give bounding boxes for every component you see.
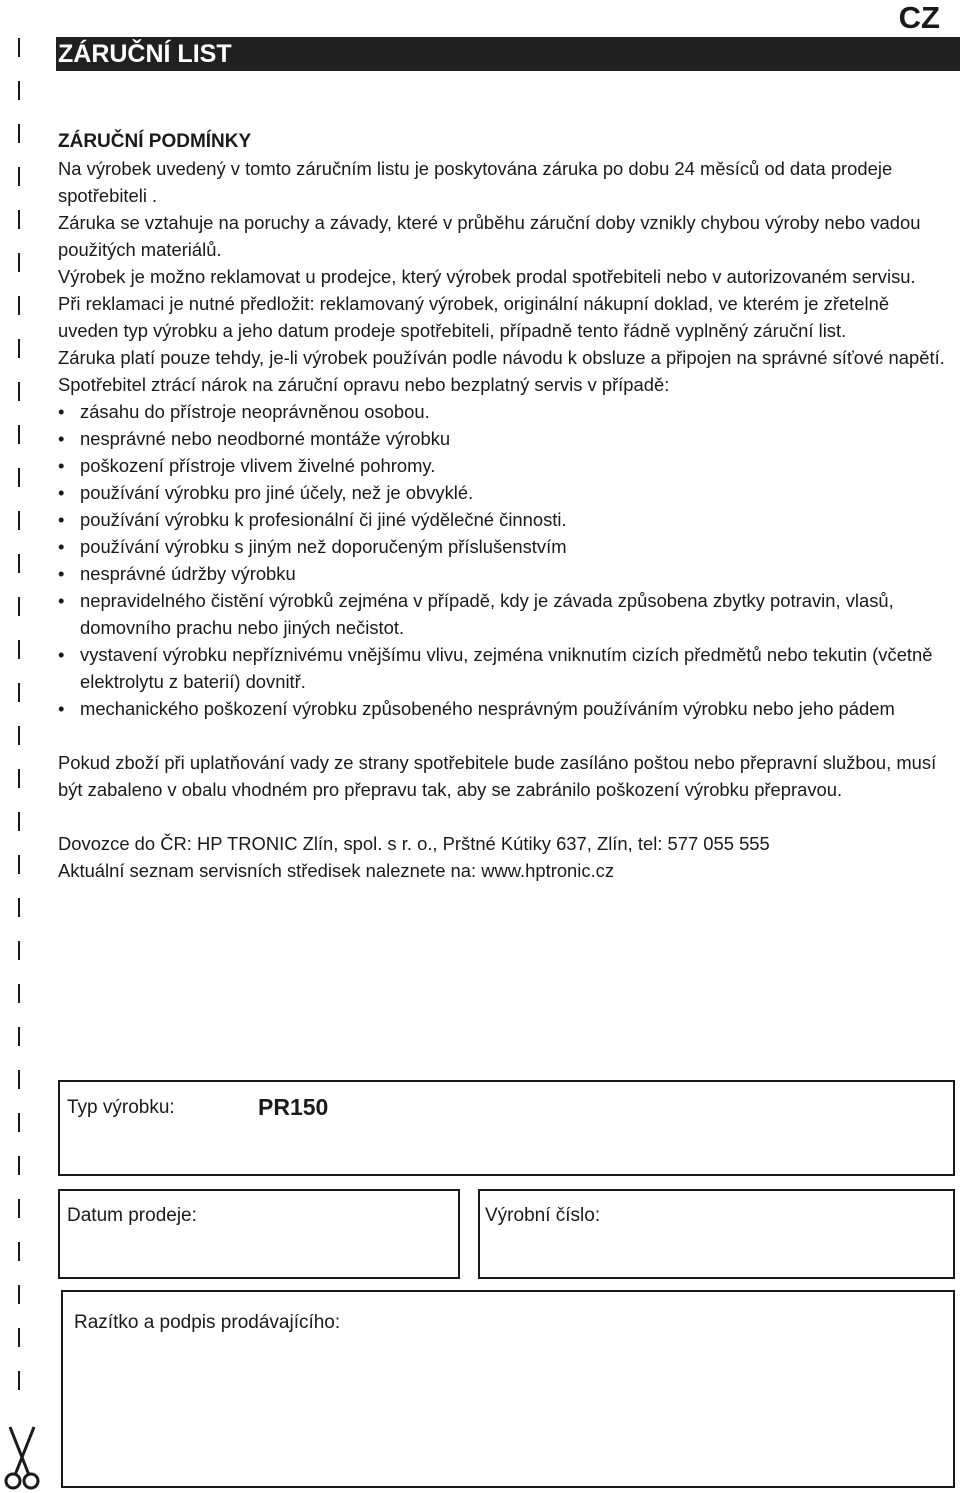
cut-line-dash	[18, 1027, 20, 1046]
stamp-signature-label: Razítko a podpis prodávajícího:	[74, 1312, 341, 1333]
cut-line-dash	[18, 984, 20, 1003]
product-type-label: Typ výrobku:	[67, 1097, 175, 1118]
cut-line-dash	[18, 855, 20, 874]
cut-line-dash	[18, 597, 20, 616]
shipping-note: Pokud zboží při uplatňování vady ze strany spotřebitele bude zasíláno poštou nebo přepravní službou, musí být zabaleno v obalu vhodném pro přepravu tak, aby se zabránilo poškození výrobku přepravou.	[58, 752, 937, 800]
condition-paragraph: Při reklamaci je nutné předložit: reklamovaný výrobek, originální nákupní doklad, ve kterém je zřetelně uveden typ výrobku a jeho datum prodeje spotřebiteli, případně tento řádně vyplněný záruční list.	[58, 293, 890, 341]
exclusion-list	[58, 398, 954, 722]
list-item: • používání výrobku pro jiné účely, než je obvyklé.	[58, 479, 954, 506]
condition-paragraph: Spotřebitel ztrácí nárok na záruční opravu nebo bezplatný servis v případě:	[58, 374, 670, 395]
page-title: ZÁRUČNÍ LIST	[58, 40, 232, 68]
list-item: • používání výrobku k profesionální či jiné výdělečné činnosti.	[58, 506, 954, 533]
list-item: • vystavení výrobku nepříznivému vnějšímu vlivu, zejména vniknutím cizích předmětů nebo tekutin (včetně elektrolytu z baterií) dovnitř.	[58, 641, 954, 695]
condition-paragraph: Na výrobek uvedený v tomto záručním listu je poskytována záruka po dobu 24 měsíců od data prodeje spotřebiteli .	[58, 158, 893, 206]
cut-line-dash	[18, 253, 20, 272]
cut-line-dash	[18, 339, 20, 358]
cut-line-dash	[18, 81, 20, 100]
condition-paragraph: Výrobek je možno reklamovat u prodejce, který výrobek prodal spotřebiteli nebo v autorizovaném servisu.	[58, 266, 916, 287]
cut-line-dash	[18, 941, 20, 960]
list-item: • zásahu do přístroje neoprávněnou osobou.	[58, 398, 954, 425]
cut-line-dash	[18, 167, 20, 186]
cut-line-dash	[18, 210, 20, 229]
importer-line: Dovozce do ČR: HP TRONIC Zlín, spol. s r. o., Prštné Kútiky 637, Zlín, tel: 577 055 555	[58, 833, 770, 854]
conditions-heading: ZÁRUČNÍ PODMÍNKY	[58, 131, 252, 152]
cut-line-dash	[18, 1242, 20, 1261]
cut-line-dash	[18, 511, 20, 530]
cut-line-dash	[18, 425, 20, 444]
serial-number-label: Výrobní číslo:	[485, 1205, 601, 1226]
cut-line-dash	[18, 1156, 20, 1175]
title-bar	[56, 37, 960, 71]
list-item: • mechanického poškození výrobku způsobeného nesprávným používáním výrobku nebo jeho pádem	[58, 695, 954, 722]
list-item: • nepravidelného čistění výrobků zejména v případě, kdy je závada způsobena zbytky potravin, vlasů, domovního prachu nebo jiných nečistot.	[58, 587, 954, 641]
cut-line-dash	[18, 554, 20, 573]
product-type-box	[58, 1080, 955, 1176]
list-item: • nesprávné údržby výrobku	[58, 560, 954, 587]
list-item: • nesprávné nebo neodborné montáže výrobku	[58, 425, 954, 452]
cut-line-dash	[18, 1199, 20, 1218]
cut-line-dash	[18, 1328, 20, 1347]
cut-line-dash	[18, 898, 20, 917]
scissors-icon	[2, 1425, 42, 1491]
cut-line	[18, 0, 22, 1493]
cut-line-dash	[18, 726, 20, 745]
product-type-value: PR150	[258, 1094, 329, 1120]
cut-line-dash	[18, 683, 20, 702]
sale-date-box	[58, 1189, 460, 1279]
condition-paragraph: Záruka platí pouze tehdy, je-li výrobek používán podle návodu k obsluze a připojen na správné síťové napětí.	[58, 347, 945, 368]
cut-line-dash	[18, 296, 20, 315]
cut-line-dash	[18, 1371, 20, 1390]
serial-number-box	[478, 1189, 955, 1279]
service-centers-line: Aktuální seznam servisních středisek naleznete na: www.hptronic.cz	[58, 860, 615, 881]
cut-line-dash	[18, 812, 20, 831]
cut-line-dash	[18, 124, 20, 143]
list-item: • používání výrobku s jiným než doporučeným příslušenstvím	[58, 533, 954, 560]
cut-line-dash	[18, 769, 20, 788]
cut-line-dash	[18, 468, 20, 487]
sale-date-label: Datum prodeje:	[67, 1205, 197, 1226]
cut-line-dash	[18, 382, 20, 401]
cut-line-dash	[18, 1113, 20, 1132]
stamp-signature-box	[61, 1290, 955, 1488]
warranty-content	[58, 128, 954, 884]
condition-paragraph: Záruka se vztahuje na poruchy a závady, které v průběhu záruční doby vznikly chybou výroby nebo vadou použitých materiálů.	[58, 212, 921, 260]
language-code: CZ	[898, 0, 940, 35]
list-item: • poškození přístroje vlivem živelné pohromy.	[58, 452, 954, 479]
cut-line-dash	[18, 1070, 20, 1089]
cut-line-dash	[18, 640, 20, 659]
cut-line-dash	[18, 38, 20, 57]
cut-line-dash	[18, 1285, 20, 1304]
